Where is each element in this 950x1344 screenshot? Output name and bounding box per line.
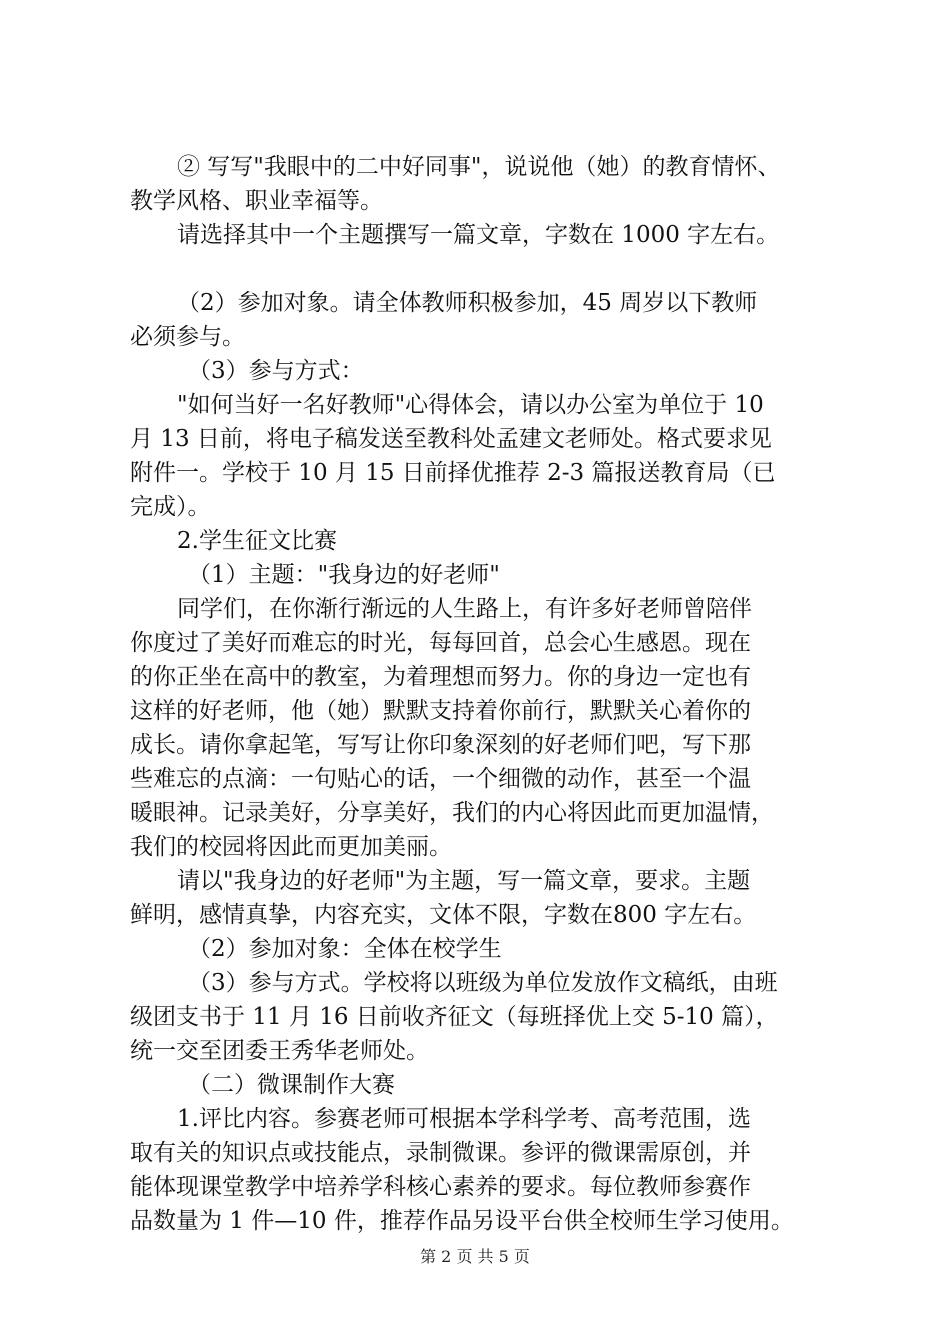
text-line: （3）参与方式：	[188, 358, 364, 384]
text-line: 请选择其中一个主题撰写一篇文章，字数在 1000 字左右。	[177, 222, 780, 248]
page-footer	[0, 1244, 950, 1267]
text-line: "如何当好一名好教师"心得体会，请以办公室为单位于 10	[177, 392, 764, 418]
text-line: 必须参与。	[130, 324, 245, 350]
text-line: （3）参与方式。学校将以班级为单位发放作文稿纸，由班	[188, 970, 778, 996]
text-line: ② 写写"我眼中的二中好同事"，说说他（她）的教育情怀、	[177, 154, 781, 180]
text-line: 月 13 日前，将电子稿发送至教科处孟建文老师处。格式要求见	[130, 426, 772, 452]
text-line: 完成）。	[130, 494, 211, 520]
text-line: （1）主题："我身边的好老师"	[188, 562, 500, 588]
text-line: 同学们，在你渐行渐远的人生路上，有许多好老师曾陪伴	[177, 596, 752, 622]
text-line: 暖眼神。记录美好，分享美好，我们的内心将因此而更加温情，	[130, 800, 774, 826]
text-line: 品数量为 1 件—10 件，推荐作品另设平台供全校师生学习使用。	[130, 1208, 794, 1234]
text-line: 取有关的知识点或技能点，录制微课。参评的微课需原创，并	[130, 1140, 751, 1166]
text-line: 统一交至团委王秀华老师处。	[130, 1038, 429, 1064]
text-line: 这样的好老师，他（她）默默支持着你前行，默默关心着你的	[130, 698, 751, 724]
text-line: 级团支书于 11 月 16 日前收齐征文（每班择优上交 5-10 篇），	[130, 1004, 779, 1030]
text-line: 附件一。学校于 10 月 15 日前择优推荐 2-3 篇报送教育局（已	[130, 460, 776, 486]
text-line: 1.评比内容。参赛老师可根据本学科学考、高考范围，选	[177, 1106, 751, 1132]
document-body	[130, 150, 830, 1238]
text-line: 的你正坐在高中的教室，为着理想而努力。你的身边一定也有	[130, 664, 751, 690]
text-line: （2）参加对象：全体在校学生	[188, 936, 502, 962]
text-line: 成长。请你拿起笔，写写让你印象深刻的好老师们吧，写下那	[130, 732, 751, 758]
section-heading: （二）微课制作大赛	[188, 1072, 395, 1098]
text-line: 你度过了美好而难忘的时光，每每回首，总会心生感恩。现在	[130, 630, 751, 656]
text-line: 些难忘的点滴：一句贴心的话，一个细微的动作，甚至一个温	[130, 766, 751, 792]
text-line: 我们的校园将因此而更加美丽。	[130, 834, 452, 860]
text-line: 能体现课堂教学中培养学科核心素养的要求。每位教师参赛作	[130, 1174, 751, 1200]
text-line: 鲜明，感情真挚，内容充实，文体不限，字数在800 字左右。	[130, 902, 757, 928]
paragraph-gap	[130, 252, 830, 286]
text-line: 请以"我身边的好老师"为主题，写一篇文章，要求。主题	[177, 868, 751, 894]
text-line: 教学风格、职业幸福等。	[130, 188, 383, 214]
text-line: （2）参加对象。请全体教师积极参加，45 周岁以下教师	[177, 290, 758, 316]
section-heading: 2.学生征文比赛	[177, 528, 337, 554]
page-number: 第 2 页 共 5 页	[420, 1247, 530, 1266]
